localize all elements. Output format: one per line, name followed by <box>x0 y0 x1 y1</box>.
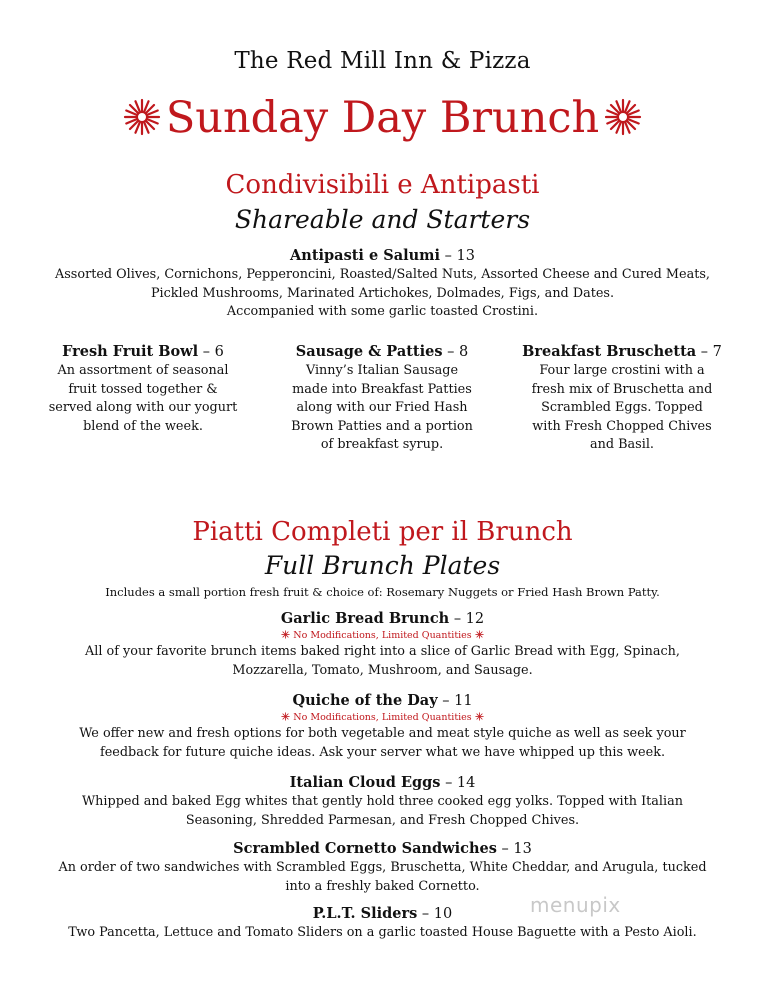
item-description: We offer new and fresh options for both vegetable and meat style quiche as well as seek your feedback for future quiche ideas. Ask your server what we have whipped up this week. <box>79 726 686 760</box>
item-description: Vinny’s Italian Sausage made into Breakfast Patties along with our Fried Hash Brown Patties and a portion of breakfast syrup. <box>291 363 473 452</box>
item-description: An order of two sandwiches with Scrambled Eggs, Bruschetta, White Cheddar, and Arugula, tucked into a freshly baked Cornetto. <box>58 860 707 894</box>
item-description: All of your favorite brunch items baked right into a slice of Garlic Bread with Egg, Spinach, Mozzarella, Tomato, Mushroom, and Sausage. <box>85 644 680 678</box>
item-name: P.L.T. Sliders – 10 <box>312 905 453 922</box>
antipasti-item <box>30 246 735 322</box>
restaurant-name: The Red Mill Inn & Pizza <box>234 48 531 74</box>
item-description: An assortment of seasonal fruit tossed together & served along with our yogurt blend of the week. <box>48 363 238 434</box>
page-title <box>0 88 765 148</box>
quiche-item <box>30 691 735 762</box>
item-description: Two Pancetta, Lettuce and Tomato Sliders on a garlic toasted House Baguette with a Pesto Aioli. <box>68 925 697 940</box>
cornetto-sandwiches-item <box>30 839 735 896</box>
item-name: Garlic Bread Brunch – 12 <box>280 610 485 627</box>
plates-subtitle: Full Brunch Plates <box>264 551 501 580</box>
plates-includes-note: Includes a small portion fresh fruit & choice of: Rosemary Nuggets or Fried Hash Brown Patty. <box>105 585 660 599</box>
plates-title: Piatti Completi per il Brunch <box>192 517 573 547</box>
item-name: Sausage & Patties – 8 <box>295 343 469 360</box>
fruit-bowl-item <box>38 342 248 436</box>
sausage-patties-item <box>272 342 492 455</box>
star-ornament-icon <box>122 97 162 137</box>
breakfast-bruschetta-item <box>508 342 736 455</box>
starters-title: Condivisibili e Antipasti <box>225 170 540 200</box>
plt-sliders-item <box>30 904 735 943</box>
star-icon <box>281 712 290 721</box>
garlic-bread-brunch-item <box>30 609 735 680</box>
cloud-eggs-item <box>30 773 735 830</box>
star-ornament-icon <box>603 97 643 137</box>
item-name: Italian Cloud Eggs – 14 <box>289 774 476 791</box>
item-description: Four large crostini with a fresh mix of Bruschetta and Scrambled Eggs. Topped with Fresh Chopped Chives and Basil. <box>531 363 713 452</box>
star-icon <box>281 630 290 639</box>
item-name: Fresh Fruit Bowl – 6 <box>62 343 224 360</box>
item-name: Scrambled Cornetto Sandwiches – 13 <box>233 840 532 857</box>
title-text: Sunday Day Brunch <box>165 93 600 143</box>
item-description: Whipped and baked Egg whites that gently hold three cooked egg yolks. Topped with Italian Seasoning, Shredded Parmesan, and Fresh Chopped Chives. <box>82 794 683 828</box>
watermark: menupix <box>530 893 621 917</box>
star-icon <box>475 712 484 721</box>
limited-note: No Modifications, Limited Quantities <box>30 711 735 725</box>
item-name: Breakfast Bruschetta – 7 <box>522 343 722 360</box>
starters-subtitle: Shareable and Starters <box>234 205 531 234</box>
item-name: Quiche of the Day – 11 <box>292 692 473 709</box>
star-icon <box>475 630 484 639</box>
item-description: Assorted Olives, Cornichons, Pepperoncini, Roasted/Salted Nuts, Assorted Cheese and Cured Meats, Pickled Mushrooms, Marinated Artichokes, Dolmades, Figs, and Dates. Accompanied with some garlic toasted Crostini. <box>55 267 710 319</box>
item-name: Antipasti e Salumi – 13 <box>290 247 475 264</box>
limited-note: No Modifications, Limited Quantities <box>30 629 735 643</box>
